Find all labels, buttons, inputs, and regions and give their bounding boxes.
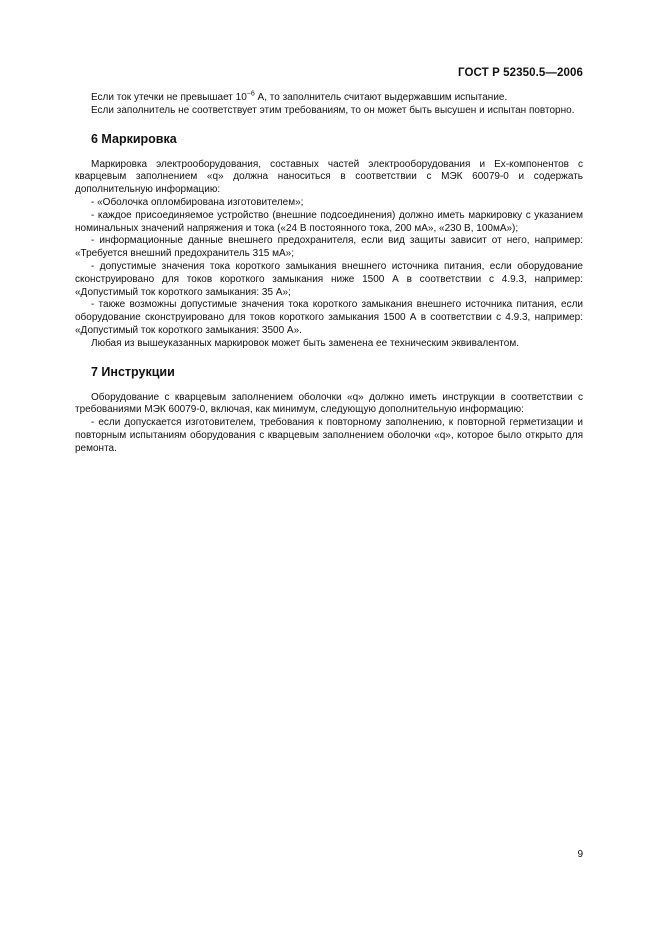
- section-7-heading: 7 Инструкции: [91, 364, 175, 379]
- marking-paragraph: Маркировка электрооборудования, составных частей электрооборудования и Ex-компонентов с кварцевым заполнением «q» должна наноситься в соответствии с МЭК 60079-0 и содержать дополнительную информацию:: [75, 158, 583, 196]
- page-number: 9: [577, 849, 583, 860]
- refill-retest-paragraph: Если заполнитель не соответствует этим требованиям, то он может быть высушен и испытан повторно.: [91, 104, 575, 116]
- standard-code: ГОСТ Р 52350.5—2006: [458, 67, 583, 79]
- section-6-heading: 6 Маркировка: [91, 131, 177, 146]
- leakage-text-end: А, то заполнитель считают выдержавшим испытание.: [254, 92, 508, 103]
- leakage-current-paragraph: [75, 92, 583, 105]
- document-body: [75, 92, 583, 456]
- leakage-text-start: Если ток утечки не превышает 10: [91, 92, 247, 103]
- marking-item-short-circuit-high: - также возможны допустимые значения тока короткого замыкания внешнего источника питания, если оборудование сконструировано для токов короткого замыкания 1500 А в соответствии с 4.9.3, например: «Допустимый ток короткого замыкания: 3500 А».: [75, 299, 583, 336]
- marking-item-short-circuit-low: - допустимые значения тока короткого замыкания внешнего источника питания, если оборудование сконструировано для токов короткого замыкания ниже 1500 А в соответствии с 4.9.3, например: «Допустимый ток короткого замыкания: 35 А»;: [75, 260, 583, 298]
- marking-equivalent-paragraph: Любая из вышеуказанных маркировок может быть заменена ее техническим эквивалентом.: [91, 337, 519, 349]
- instructions-item-repair: - если допускается изготовителем, требования к повторному заполнению, к повторной герметизации и повторным испытаниям оборудования с кварцевым заполнением оболочки «q», которое было открыто для ремонта.: [75, 417, 583, 454]
- marking-item-sealed: - «Оболочка опломбирована изготовителем»;: [91, 196, 304, 208]
- marking-item-connections: - каждое присоединяемое устройство (внешние подсоединения) должно иметь маркировку с указанием номинальных значений напряжения и тока («24 В постоянного тока, 200 мА», «230 В, 100мА»);: [75, 209, 583, 234]
- leakage-exponent: −6: [246, 90, 255, 98]
- marking-item-fuse: - информационные данные внешнего предохранителя, если вид защиты зависит от него, например: «Требуется внешний предохранитель 315 мА»;: [75, 235, 583, 260]
- instructions-paragraph: Оборудование с кварцевым заполнением оболочки «q» должно иметь инструкции в соответствии с требованиями МЭК 60079-0, включая, как минимум, следующую дополнительную информацию:: [75, 391, 583, 416]
